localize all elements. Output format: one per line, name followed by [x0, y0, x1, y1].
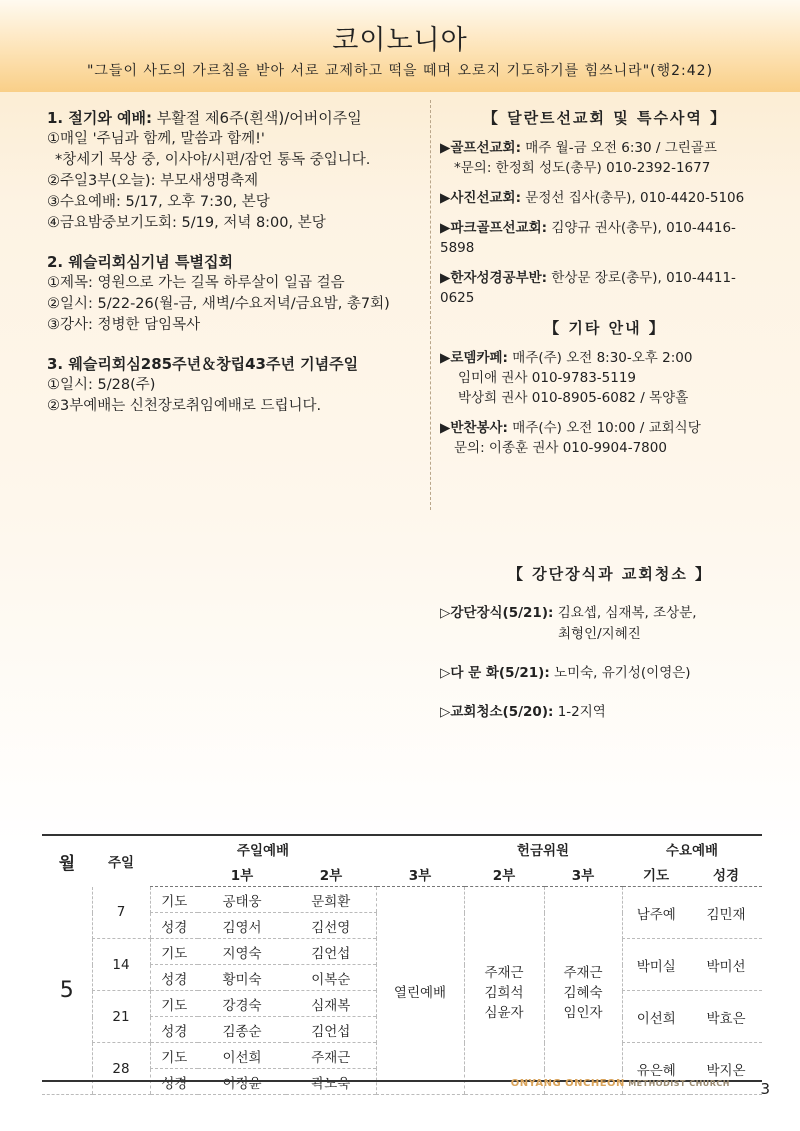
section-title: 3. 웨슬리회심285주년＆창립43주년 기념주일: [47, 355, 359, 373]
section-title: 1. 절기와 예배:: [47, 109, 153, 127]
bible-verse: "그들이 사도의 가르침을 받아 서로 교제하고 떡을 떼며 오로지 기도하기를 힘쓰니라"(행2:42): [86, 63, 714, 79]
parkgolf-mission: ▶파크골프선교회: 김양규 권사(총무), 010-4416-5898: [440, 220, 736, 256]
section-title: 2. 웨슬리회심기념 특별집회: [47, 253, 233, 271]
golf-mission: ▶골프선교회: 매주 월-금 오전 6:30 / 그린골프 *문의: 한정희 성도(총무) 010-2392-1677: [440, 140, 717, 176]
table-row: 성경 이정윤 곽노욱: [42, 1069, 762, 1095]
table-subheader-row: 1부 2부 3부 2부 3부 기도 성경: [42, 861, 762, 887]
line: ①매일 '주님과 함께, 말씀과 함께!': [47, 131, 265, 147]
table-row: 성경 김종순 김언섭: [42, 1017, 762, 1043]
section-wesley-meeting: [47, 252, 422, 336]
table-row: 5 7 기도 공태웅 문희환 열린예배 주재근 김희석 심윤자 주재근 김혜숙 임인자 남주예 김민재: [42, 887, 762, 913]
church-cleaning: ▷교회청소(5/20): 1-2지역: [440, 704, 606, 720]
column-divider: [430, 100, 431, 510]
photo-mission: ▶사진선교회: 문정선 집사(총무), 010-4420-5106: [440, 190, 745, 206]
line: ②일시: 5/22-26(월-금, 새벽/수요저녁/금요밤, 총7회): [47, 296, 390, 312]
table-row: 21 기도 강경숙 심재복 이선희 박효은: [42, 991, 762, 1017]
other-info-heading: 【 기타 안내 】: [544, 319, 666, 337]
page-number: 3: [760, 1080, 770, 1098]
ministries-heading: 【 달란트선교회 및 특수사역 】: [482, 109, 728, 127]
line: ②주일3부(오늘): 부모새생명축제: [47, 173, 259, 189]
table-row: 성경 김영서 김선영: [42, 913, 762, 939]
side-dish-service: ▶반찬봉사: 매주(수) 오전 10:00 / 교회식당 문의: 이종훈 권사 010-9904-7800: [440, 420, 701, 456]
line: ④금요밤중보기도회: 5/19, 저녁 8:00, 본당: [47, 215, 326, 231]
section-subtitle: 부활절 제6주(흰색)/어버이주일: [152, 109, 362, 127]
church-name-logo: ONYANG ONCHEON METHODIST CHURCH: [510, 1078, 730, 1089]
line: ②3부예배는 신천장로취임예배로 드립니다.: [47, 398, 322, 414]
altar-decoration: ▷강단장식(5/21): 김요셉, 심재복, 조상분, 최형인/지혜진: [440, 605, 697, 642]
table-row: 성경 황미숙 이복순: [42, 965, 762, 991]
table-header-row: 월 주일 주일예배 헌금위원 수요예배: [42, 835, 762, 861]
ministries-column: [440, 104, 770, 468]
table-row: 28 기도 이선희 주재근 유은혜 박지온: [42, 1043, 762, 1069]
line: ①일시: 5/28(주): [47, 377, 156, 393]
header-band: [0, 0, 800, 92]
decoration-heading: 【 강단장식과 교회청소 】: [507, 565, 713, 583]
multicultural: ▷다 문 화(5/21): 노미숙, 유기성(이영은): [440, 665, 691, 681]
section-anniversary: [47, 354, 422, 417]
line: ③수요예배: 5/17, 오후 7:30, 본당: [47, 194, 270, 210]
line: *창세기 묵상 중, 이사야/시편/잠언 통독 중입니다.: [55, 152, 371, 168]
line: ③강사: 정병한 담임목사: [47, 317, 201, 333]
section-worship: [47, 108, 422, 234]
table-row: 14 기도 지영숙 김언섭 박미실 박미선: [42, 939, 762, 965]
service-schedule-table: [42, 834, 762, 1095]
rodem-cafe: ▶로뎀카페: 매주(주) 오전 8:30-오후 2:00 임미애 권사 010-9783-5119 박상희 권사 010-8905-6082 / 목양홀: [440, 350, 693, 406]
hanja-study: ▶한자성경공부반: 한상문 장로(총무), 010-4411-0625: [440, 270, 736, 306]
page-title: 코이노니아: [332, 25, 468, 56]
announcements-column: [47, 108, 422, 435]
decoration-cleaning: [440, 560, 780, 741]
line: ①제목: 영원으로 가는 길목 하루살이 일곱 걸음: [47, 275, 345, 291]
